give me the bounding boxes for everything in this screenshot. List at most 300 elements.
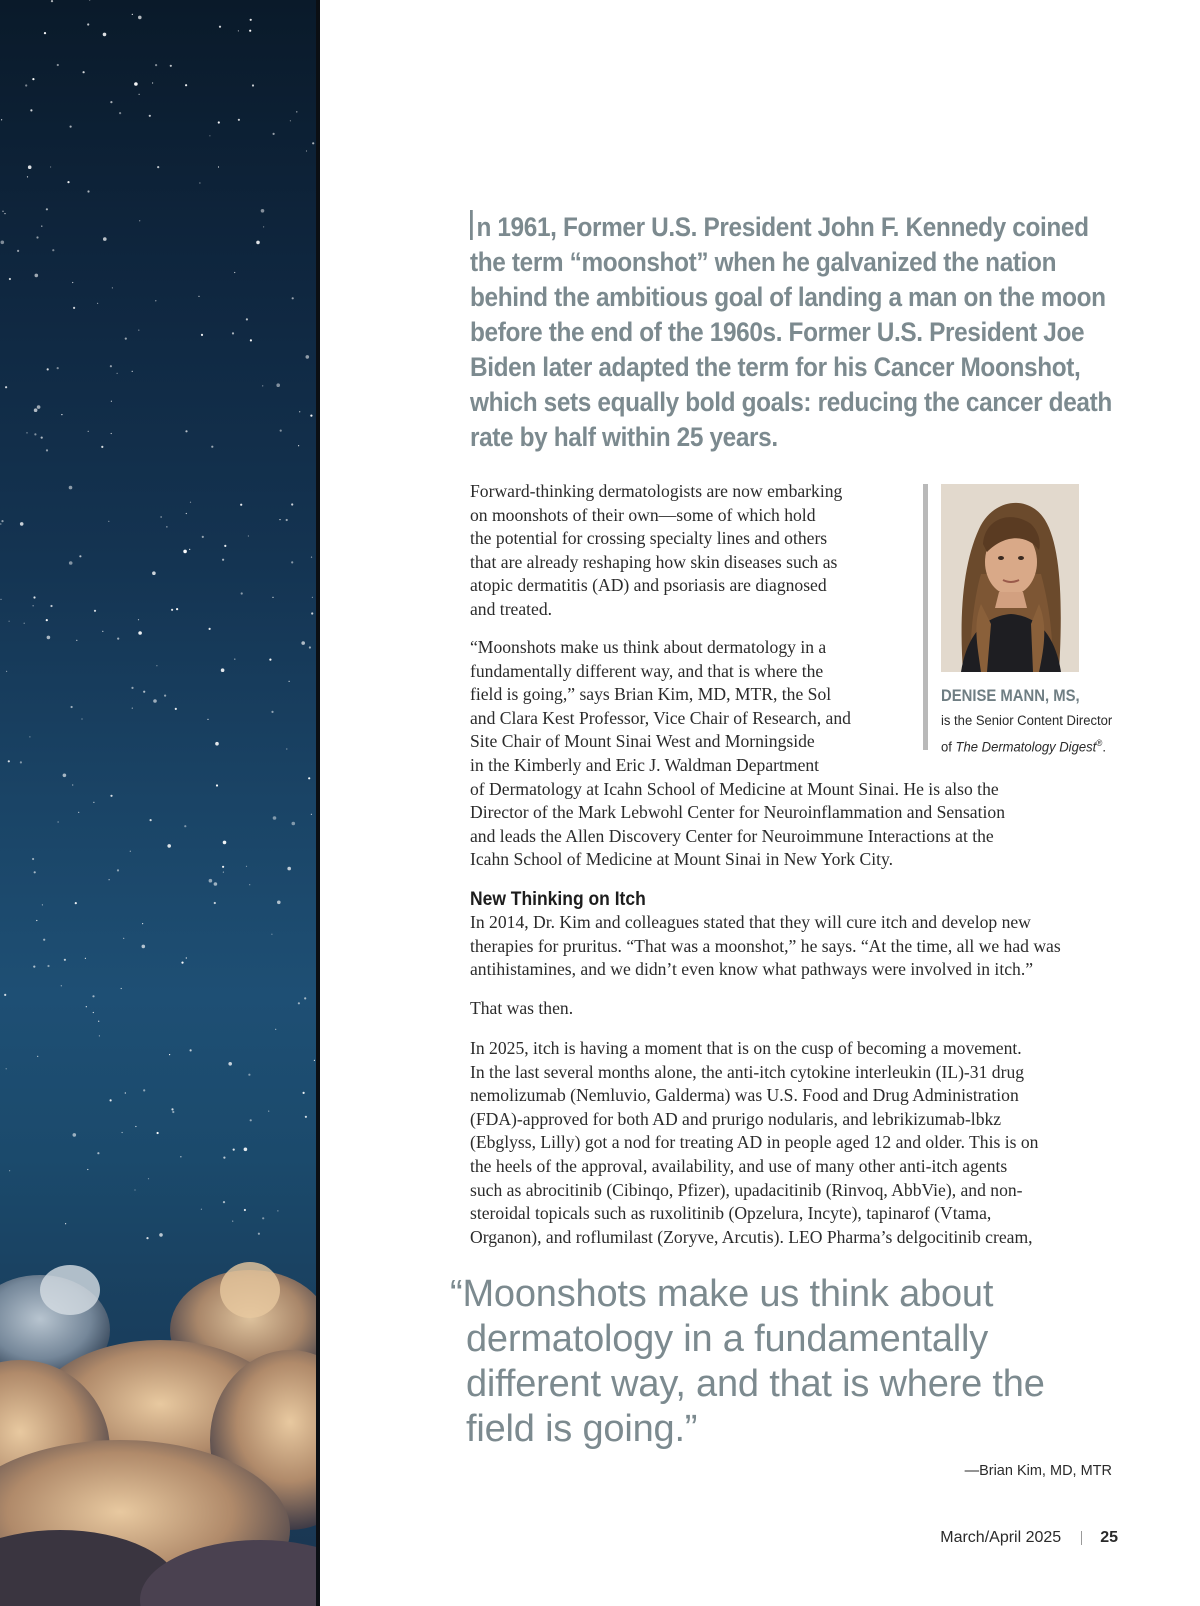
- star: [34, 408, 38, 412]
- star: [155, 64, 157, 66]
- star: [35, 274, 39, 278]
- star: [52, 249, 54, 251]
- star: [263, 226, 264, 227]
- star: [311, 814, 312, 815]
- star: [152, 82, 153, 83]
- star: [298, 445, 299, 446]
- star: [262, 385, 263, 386]
- star: [292, 822, 296, 826]
- star: [214, 902, 216, 904]
- star: [103, 237, 107, 241]
- star: [110, 795, 112, 797]
- star: [93, 1012, 94, 1013]
- paragraph-line: antihistamines, and we didn’t even know what pathways were involved in itch.”: [470, 959, 1034, 980]
- star: [310, 415, 312, 417]
- footer-separator: [1081, 1531, 1082, 1545]
- star: [110, 365, 112, 367]
- star: [132, 708, 133, 709]
- star: [211, 446, 213, 448]
- star: [289, 681, 290, 682]
- star: [271, 934, 272, 935]
- star: [92, 995, 94, 997]
- star: [57, 64, 59, 66]
- star: [47, 965, 49, 967]
- star: [34, 433, 36, 435]
- star: [29, 736, 30, 737]
- star: [99, 1035, 100, 1036]
- star: [275, 1029, 276, 1030]
- star: [1, 520, 3, 522]
- star: [94, 610, 96, 612]
- star: [201, 334, 203, 336]
- star: [249, 30, 251, 32]
- paragraph-line: that are already reshaping how skin diseases such as: [470, 551, 838, 572]
- star: [201, 1209, 202, 1210]
- star: [51, 0, 53, 2]
- star: [232, 1221, 233, 1222]
- author-desc-line: is the Senior Content Director: [941, 713, 1113, 729]
- star: [250, 339, 252, 341]
- star: [219, 26, 221, 28]
- star: [57, 367, 59, 369]
- star: [269, 659, 271, 661]
- paragraph-line: nemolizumab (Nemluvio, Galderma) was U.S. Food and Drug Administration: [470, 1085, 1019, 1106]
- star: [202, 536, 204, 538]
- star: [4, 213, 5, 214]
- star: [223, 1157, 225, 1159]
- star: [167, 844, 171, 848]
- star: [73, 1133, 77, 1137]
- star: [119, 112, 121, 114]
- star: [43, 939, 45, 941]
- star: [33, 605, 34, 606]
- paragraph-line: and Clara Kest Professor, Vice Chair of Research, and: [470, 707, 851, 728]
- pull-quote-attribution: —Brian Kim, MD, MTR: [964, 1463, 1112, 1479]
- lede-line: n 1961, Former U.S. President John F. Kennedy coined: [470, 210, 1059, 245]
- star: [172, 1111, 174, 1113]
- star: [190, 502, 191, 503]
- star: [248, 535, 249, 536]
- star: [47, 368, 49, 370]
- star: [72, 282, 73, 283]
- star: [273, 816, 277, 820]
- star: [271, 711, 273, 713]
- lede-line: Biden later adapted the term for his Cancer Moonshot,: [470, 352, 1081, 382]
- pull-quote-line: different way, and that is where the: [466, 1363, 1045, 1405]
- star: [185, 430, 187, 432]
- star: [286, 748, 287, 749]
- paragraph-line: and treated.: [470, 598, 553, 619]
- pull-quote-line: “Moonshots make us think about: [450, 1273, 994, 1315]
- paragraph-line: of Dermatology at Icahn School of Medicine at Mount Sinai. He is also the: [470, 778, 999, 799]
- page-footer: [940, 1529, 1118, 1547]
- star: [69, 486, 73, 490]
- paragraph-line: In 2014, Dr. Kim and colleagues stated that they will cure itch and develop new: [470, 912, 1031, 932]
- star: [44, 32, 46, 34]
- star: [146, 1237, 148, 1239]
- paragraph-line: therapies for pruritus. “That was a moonshot,” he says. “At the time, all we had was: [470, 935, 1061, 956]
- star: [176, 608, 178, 610]
- lede-line: rate by half within 25 years.: [470, 422, 778, 452]
- star: [171, 609, 173, 611]
- star: [306, 150, 307, 151]
- star: [97, 303, 98, 304]
- star: [186, 957, 187, 958]
- star: [117, 638, 119, 640]
- star: [46, 449, 48, 451]
- star: [233, 1149, 235, 1151]
- author-desc-line: of The Dermatology Digest®.: [941, 738, 1107, 756]
- star: [280, 430, 282, 432]
- pull-quote-line: dermatology in a fundamentally: [466, 1318, 989, 1360]
- star: [24, 623, 25, 624]
- paragraph-line: atopic dermatitis (AD) and psoriasis are diagnosed: [470, 575, 827, 596]
- star: [246, 866, 247, 867]
- star: [138, 619, 139, 620]
- star: [0, 523, 1, 524]
- star: [223, 841, 227, 845]
- star: [112, 287, 113, 288]
- star: [122, 1132, 123, 1133]
- paragraph-line: the heels of the approval, availability, and use of many other anti-itch agents: [470, 1155, 1008, 1176]
- star: [36, 920, 37, 921]
- star: [37, 405, 41, 409]
- panel-divider: [316, 0, 320, 1606]
- star: [311, 612, 313, 614]
- star: [209, 628, 211, 630]
- star: [311, 557, 312, 558]
- star: [279, 519, 280, 520]
- star: [109, 879, 110, 880]
- lede-paragraph: [470, 210, 1112, 455]
- star: [134, 82, 138, 86]
- star: [161, 516, 162, 517]
- star: [273, 133, 275, 135]
- star: [312, 597, 313, 598]
- star: [6, 671, 7, 672]
- paragraph-line: Site Chair of Mount Sinai West and Morningside: [470, 731, 815, 752]
- paragraph-line: field is going,” says Brian Kim, MD, MTR, the Sol: [470, 684, 832, 705]
- star: [186, 513, 187, 514]
- star: [87, 1169, 88, 1170]
- star: [214, 882, 218, 886]
- star: [50, 166, 51, 167]
- star: [108, 521, 109, 522]
- author-description: [941, 710, 1116, 759]
- star: [222, 559, 224, 561]
- star: [26, 432, 27, 433]
- lede-line: behind the ambitious goal of landing a man on the moon: [470, 282, 1106, 312]
- star: [85, 958, 86, 959]
- star: [20, 522, 24, 526]
- star: [102, 631, 103, 632]
- star: [198, 296, 199, 297]
- star: [111, 401, 112, 402]
- star: [148, 1178, 149, 1179]
- star: [139, 94, 140, 95]
- star: [244, 1148, 248, 1152]
- star: [135, 1126, 136, 1127]
- star: [4, 994, 6, 996]
- star: [312, 142, 314, 144]
- author-portrait-illustration: [941, 484, 1079, 672]
- star: [98, 1021, 99, 1022]
- star: [87, 23, 89, 25]
- star: [47, 636, 51, 640]
- star: [83, 71, 85, 73]
- paragraph-line: steroidal topicals such as ruxolitinib (Opzelura, Incyte), tapinarof (Vtama,: [470, 1203, 992, 1224]
- star: [32, 78, 34, 80]
- star: [41, 437, 43, 439]
- star: [250, 1119, 252, 1121]
- star: [110, 101, 112, 103]
- star: [97, 1152, 99, 1154]
- star: [199, 182, 200, 183]
- star: [244, 1209, 246, 1211]
- star: [33, 596, 35, 598]
- star: [46, 619, 48, 621]
- star: [246, 318, 248, 320]
- star: [142, 923, 143, 924]
- star: [250, 19, 252, 21]
- starry-sky-image: [0, 0, 316, 1606]
- star: [61, 414, 62, 415]
- star: [299, 411, 300, 412]
- body-paragraph-4: That was then.: [470, 998, 574, 1018]
- star: [9, 1170, 10, 1171]
- paragraph-line: fundamentally different way, and that is where the: [470, 660, 824, 681]
- star: [8, 760, 10, 762]
- star: [175, 708, 177, 710]
- star: [303, 1092, 305, 1094]
- star: [314, 1060, 315, 1061]
- star: [268, 1111, 269, 1112]
- star: [132, 14, 133, 15]
- star: [156, 665, 157, 666]
- star: [20, 761, 22, 763]
- star: [218, 166, 219, 167]
- body-paragraph-5: [470, 1037, 1120, 1249]
- paragraph-line: Icahn School of Medicine at Mount Sinai in New York City.: [470, 849, 894, 870]
- star: [117, 869, 119, 871]
- star: [1, 241, 5, 245]
- star: [301, 641, 305, 645]
- star: [223, 872, 224, 873]
- star: [157, 1132, 159, 1134]
- clouds-group: [0, 1262, 316, 1606]
- star: [256, 241, 260, 245]
- star: [139, 220, 140, 221]
- star: [17, 250, 19, 252]
- star: [170, 65, 172, 67]
- registered-mark: ®: [1096, 738, 1103, 748]
- star: [78, 812, 79, 813]
- star: [241, 592, 243, 594]
- star: [152, 571, 156, 575]
- star: [234, 272, 235, 273]
- star: [5, 386, 7, 388]
- star: [228, 1062, 232, 1066]
- pull-quote: [450, 1272, 1090, 1452]
- paragraph-line: Forward-thinking dermatologists are now embarking: [470, 481, 843, 501]
- star: [65, 1223, 66, 1224]
- star: [308, 777, 310, 779]
- star: [296, 111, 297, 112]
- author-name: DENISE MANN, MS,: [941, 687, 1080, 705]
- star: [149, 115, 151, 117]
- star: [9, 621, 10, 622]
- star: [171, 1108, 173, 1110]
- star: [67, 181, 69, 183]
- paragraph-line: Director of the Mark Lebwohl Center for Neuroinflammation and Sensation: [470, 802, 1005, 823]
- page-number: 25: [1100, 1529, 1118, 1546]
- star: [70, 126, 72, 128]
- star: [72, 784, 73, 785]
- section-heading: New Thinking on Itch: [470, 889, 646, 910]
- star: [93, 802, 94, 803]
- star: [88, 431, 89, 432]
- star: [28, 165, 32, 169]
- star: [25, 84, 27, 86]
- star: [159, 1233, 163, 1237]
- star: [125, 338, 127, 340]
- star: [75, 902, 77, 904]
- star: [155, 300, 156, 301]
- author-photo: [941, 484, 1079, 672]
- star: [0, 599, 1, 600]
- star: [252, 84, 254, 86]
- star: [166, 526, 167, 527]
- body-paragraph-3: [470, 911, 1120, 982]
- star: [143, 691, 145, 693]
- paragraph-line: and leads the Allen Discovery Center for Neuroimmune Interactions at the: [470, 825, 994, 846]
- star: [86, 1006, 87, 1007]
- paragraph-line: (FDA)-approved for both AD and prurigo nodularis, and lebrikizumab-lbkz: [470, 1108, 1002, 1129]
- star: [131, 687, 133, 689]
- star: [232, 332, 234, 334]
- star: [41, 226, 42, 227]
- star: [298, 1002, 300, 1004]
- star: [130, 851, 131, 852]
- star: [238, 30, 239, 31]
- star: [218, 121, 220, 123]
- star: [9, 278, 11, 280]
- star: [224, 545, 226, 547]
- star: [234, 659, 235, 660]
- star: [181, 962, 183, 964]
- author-box-rule: [923, 484, 928, 750]
- star: [238, 119, 240, 121]
- star: [209, 135, 210, 136]
- pull-quote-line: field is going.”: [466, 1408, 698, 1450]
- star: [290, 120, 291, 121]
- star: [37, 1056, 38, 1057]
- drop-cap-i: [470, 210, 473, 240]
- star: [143, 1089, 145, 1091]
- star: [81, 718, 82, 719]
- paragraph-line: such as abrocitinib (Cibinqo, Pfizer), upadacitinib (Rinvoq, AbbVie), and non-: [470, 1179, 1023, 1200]
- star: [123, 938, 124, 939]
- star: [248, 1074, 250, 1076]
- star: [169, 1054, 170, 1055]
- star: [286, 519, 288, 521]
- star: [180, 1156, 181, 1157]
- star: [2, 211, 3, 212]
- star: [73, 307, 75, 309]
- star: [117, 373, 118, 374]
- star: [184, 825, 186, 827]
- star: [221, 668, 225, 672]
- star: [223, 1201, 225, 1203]
- publication-name: The Dermatology Digest: [955, 739, 1097, 756]
- star: [110, 1099, 112, 1101]
- star: [30, 109, 32, 111]
- star: [215, 742, 219, 746]
- star: [89, 0, 90, 1]
- star: [291, 561, 293, 563]
- star: [277, 1210, 278, 1211]
- star: [6, 1068, 7, 1069]
- star: [58, 821, 59, 822]
- star: [138, 16, 142, 20]
- lede-line: the term “moonshot” when he galvanized the nation: [470, 247, 1057, 277]
- star: [79, 555, 81, 557]
- paragraph-line: in the Kimberly and Eric J. Waldman Department: [470, 754, 820, 775]
- star: [304, 997, 306, 999]
- star: [207, 719, 208, 720]
- star: [132, 371, 133, 372]
- star: [249, 884, 250, 885]
- star: [216, 784, 218, 786]
- paragraph-line: (Ebglyss, Lilly) got a nod for treating AD in people aged 12 and older. This is on: [470, 1132, 1039, 1153]
- paragraph-line: the potential for crossing specialty lines and others: [470, 528, 828, 549]
- star: [71, 706, 73, 708]
- star: [34, 871, 36, 873]
- star: [305, 1116, 307, 1118]
- star: [262, 1217, 264, 1219]
- star: [101, 446, 103, 448]
- body-paragraph-1: [470, 480, 900, 622]
- lede-line: which sets equally bold goals: reducing the cancer death: [470, 387, 1112, 417]
- star: [125, 1092, 126, 1093]
- star: [189, 549, 190, 550]
- star: [76, 640, 77, 641]
- star: [63, 774, 67, 778]
- star: [292, 297, 294, 299]
- star: [61, 985, 62, 986]
- paragraph-line: “Moonshots make us think about dermatology in a: [470, 637, 827, 657]
- star: [209, 879, 213, 883]
- star: [272, 597, 273, 598]
- star: [111, 433, 112, 434]
- lede-line: before the end of the 1960s. Former U.S. President Joe: [470, 317, 1085, 347]
- star: [134, 1189, 135, 1190]
- star: [309, 646, 311, 648]
- star: [306, 355, 310, 359]
- star: [36, 236, 38, 238]
- star: [261, 209, 265, 213]
- star: [69, 561, 73, 565]
- star: [138, 330, 139, 331]
- star: [42, 904, 43, 905]
- star: [1, 119, 2, 120]
- star: [183, 550, 187, 554]
- star: [64, 959, 66, 961]
- star: [164, 695, 166, 697]
- star: [291, 503, 293, 505]
- star: [121, 988, 122, 989]
- star: [150, 819, 152, 821]
